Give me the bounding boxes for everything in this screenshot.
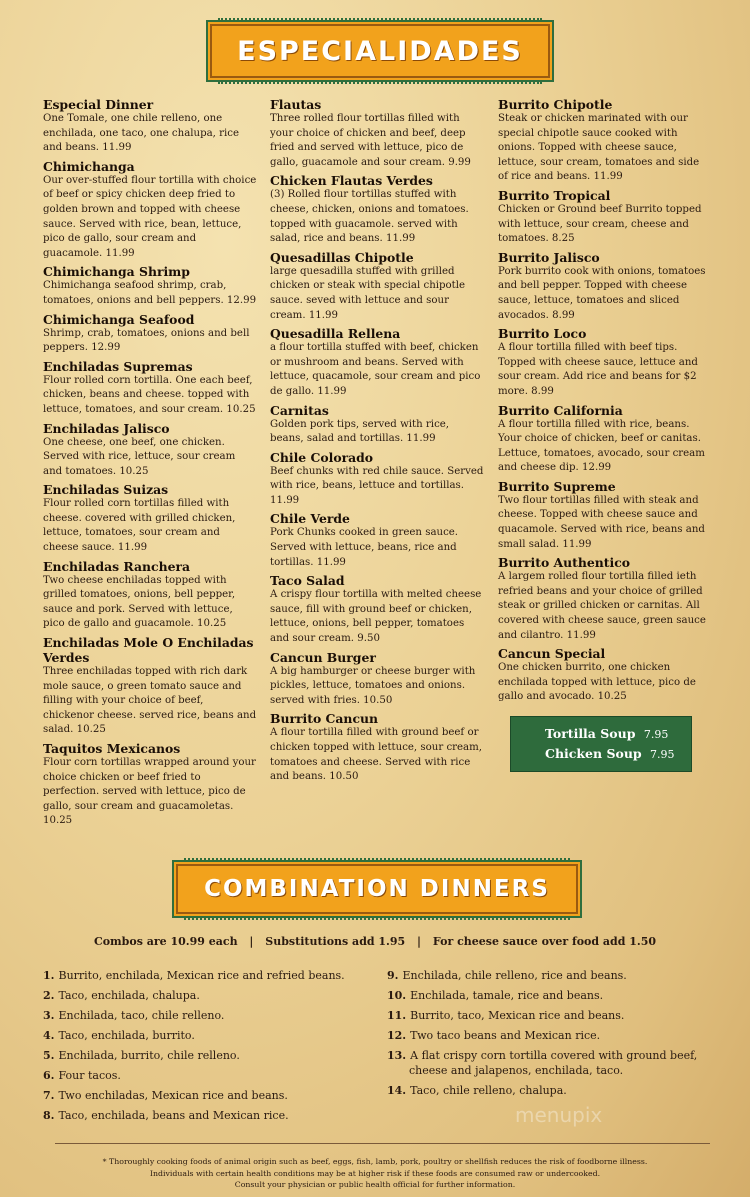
divider (55, 1143, 710, 1144)
menu-item (270, 173, 484, 246)
menu-item-description: Flour rolled corn tortilla. One each beef, chicken, beans and cheese. topped with lettuce, tomatoes, and sour cream. 10.25 (43, 374, 256, 415)
combo-list-left (43, 966, 373, 1126)
combo-text: Enchilada, chile relleno, rice and beans. (402, 969, 627, 982)
cheese-sauce-note: For cheese sauce over food add 1.50 (432, 935, 657, 948)
combo-number: 12. (387, 1029, 407, 1042)
menu-item (270, 450, 484, 509)
menu-item (270, 711, 484, 784)
separator: | (417, 935, 422, 948)
combo-item (387, 1026, 707, 1046)
menu-item-description: Two flour tortillas filled with steak and cheese. Topped with cheese sauce and quacamole. Served with rice, beans and small salad. 11.99 (498, 494, 705, 550)
menu-item (498, 188, 712, 247)
combo-number: 6. (43, 1069, 55, 1082)
menu-item (498, 326, 712, 399)
menu-item-name: Burrito Authentico (498, 555, 631, 571)
menu-item-description: One cheese, one beef, one chicken. Served with rice, lettuce, sour cream and tomatoes. 10.25 (43, 436, 236, 477)
soup-item (545, 724, 691, 744)
combo-item (43, 1026, 373, 1046)
menu-item (498, 479, 712, 552)
menu-item (270, 97, 484, 170)
combo-item (387, 986, 707, 1006)
combo-item (387, 966, 707, 986)
menu-item (270, 511, 484, 570)
disclaimer-line: Individuals with certain health conditions may be at higher risk if these foods are consumed raw or undercooked. (149, 1168, 601, 1178)
menu-item (498, 555, 712, 643)
combo-text: Two taco beans and Mexican rice. (410, 1029, 601, 1042)
menu-item (498, 97, 712, 185)
menu-item-description: Flour rolled corn tortillas filled with cheese. covered with grilled chicken, lettuce, tomatoes, sour cream and cheese sauce. 11.99 (43, 498, 236, 554)
combo-number: 3. (43, 1009, 55, 1022)
combo-item (43, 1086, 373, 1106)
menu-item-name: Enchiladas Jalisco (43, 420, 170, 436)
menu-item (43, 421, 257, 480)
combo-number: 7. (43, 1089, 55, 1102)
menu-item-description: Our over-stuffed flour tortilla with choice of beef or spicy chicken deep fried to golden brown and topped with cheese sauce. Served with rice, bean, lettuce, pico de gallo, sour cream and guacamole. 11.99 (43, 174, 257, 259)
combo-item (387, 1081, 707, 1101)
separator: | (249, 935, 254, 948)
combo-text: Taco, enchilada, chalupa. (58, 989, 200, 1002)
menu-item-description: One Tomale, one chile relleno, one enchilada, one taco, one chalupa, rice and beans. 11.99 (43, 113, 240, 154)
menu-item-name: Chicken Flautas Verdes (270, 173, 433, 189)
combo-text: Taco, chile relleno, chalupa. (410, 1084, 567, 1097)
menu-item-name: Burrito California (498, 402, 623, 418)
menu-item-description: Two cheese enchiladas topped with grilled tomatoes, onions, bell pepper, sauce and pork. Served with lettuce, pico de gallo and guacamole. 10.25 (43, 574, 236, 630)
menu-item-name: Enchiladas Mole O Enchiladas Verdes (43, 635, 254, 666)
menu-item-name: Flautas (270, 97, 322, 112)
menu-item-name: Quesadilla Rellena (270, 326, 401, 342)
menu-item-name: Enchiladas Supremas (43, 358, 193, 374)
menu-item-name: Chile Verde (270, 511, 350, 527)
soup-price: 7.95 (650, 748, 675, 761)
menu-item-name: Chimichanga Shrimp (43, 264, 190, 280)
menu-item (43, 741, 257, 829)
menu-item-name: Cancun Burger (270, 649, 376, 665)
menu-item-description: A crispy flour tortilla with melted cheese sauce, fill with ground beef or chicken, lettuce, onions, bell pepper, tomatoes and sour cream. 9.50 (270, 589, 482, 645)
menu-item-name: Especial Dinner (43, 97, 154, 112)
combo-text: Four tacos. (58, 1069, 121, 1082)
combo-text-continued: cheese and jalapenos, enchilada, taco. (409, 1064, 624, 1077)
menu-item-description: Pork burrito cook with onions, tomatoes and bell pepper. Topped with cheese sauce, lettuce, tomatoes and sliced avocados. 8.99 (498, 265, 706, 321)
combo-number: 5. (43, 1049, 55, 1062)
menu-column-3 (498, 97, 712, 708)
soup-box (510, 716, 692, 772)
menu-item (43, 559, 257, 632)
menu-item-name: Burrito Tropical (498, 187, 611, 203)
menu-item-description: A flour tortilla filled with beef tips. Topped with cheese sauce, lettuce and sour cream. Add rice and beans for $2 more. 8.99 (498, 342, 698, 397)
menu-item-description: Pork Chunks cooked in green sauce. Served with lettuce, beans, rice and tortillas. 11.99 (270, 527, 459, 568)
menu-item (43, 159, 257, 262)
combo-item (43, 1066, 373, 1086)
menu-item (43, 312, 257, 356)
menu-item-description: Chicken or Ground beef Burrito topped with lettuce, sour cream, cheese and tomatoes. 8.25 (498, 203, 702, 245)
disclaimer-line: Consult your physician or public health official for further information. (234, 1180, 516, 1189)
menu-item (270, 573, 484, 646)
menu-item-description: Steak or chicken marinated with our special chipotle sauce cooked with onions. Topped with cheese sauce, lettuce, sour cream, tomatoes and side of rice and beans. 11.99 (498, 113, 700, 183)
combo-text: A flat crispy corn tortilla covered with ground beef, (410, 1049, 698, 1062)
menu-item-description: (3) Rolled flour tortillas stuffed with cheese, chicken, onions and tomatoes. topped with guacamole. served with salad, rice and beans. 11.99 (270, 189, 469, 245)
combo-text: Taco, enchilada, burrito. (58, 1029, 195, 1042)
combo-text: Enchilada, burrito, chile relleno. (58, 1049, 240, 1062)
combo-price-note: Combos are 10.99 each (93, 935, 238, 948)
menu-item-description: Three enchiladas topped with rich dark mole sauce, o green tomato sauce and filling with your choice of beef, chickenor cheese. served rice, beans and salad. 10.25 (43, 666, 257, 736)
combo-item (387, 1046, 707, 1081)
combo-number: 11. (387, 1009, 407, 1022)
menu-item-description: Flour corn tortillas wrapped around your choice chicken or beef fried to perfection. served with lettuce, pico de gallo, sour cream and guacamoletas. 10.25 (43, 757, 256, 827)
menu-item (43, 264, 257, 308)
combo-text: Enchilada, tamale, rice and beans. (410, 989, 604, 1002)
combo-item (43, 1106, 373, 1126)
menu-item-name: Taquitos Mexicanos (43, 741, 181, 756)
soup-name: Tortilla Soup (545, 726, 636, 741)
substitution-note: Substitutions add 1.95 (265, 935, 406, 948)
menu-item (270, 250, 484, 323)
menu-column-1 (43, 97, 257, 832)
menu-item-name: Burrito Supreme (498, 478, 616, 494)
menu-item (43, 635, 257, 738)
combo-list-right (387, 966, 707, 1101)
menu-item (270, 326, 484, 399)
combo-item (43, 966, 373, 986)
menu-item-description: a flour tortilla stuffed with beef, chicken or mushroom and beans. Served with lettuce, quacamole, sour cream and pico de gallo. 11.99 (270, 342, 481, 397)
combo-text: Two enchiladas, Mexican rice and beans. (58, 1089, 288, 1102)
combo-text: Burrito, taco, Mexican rice and beans. (410, 1009, 625, 1022)
combo-number: 9. (387, 969, 399, 982)
soup-name: Chicken Soup (545, 746, 642, 761)
menu-item-name: Burrito Loco (498, 326, 587, 342)
menu-item (43, 359, 257, 418)
combo-text: Enchilada, taco, chile relleno. (58, 1009, 225, 1022)
menu-item-description: Chimichanga seafood shrimp, crab, tomatoes, onions and bell peppers. 12.99 (43, 280, 257, 306)
menu-column-2 (270, 97, 484, 788)
combo-item (43, 986, 373, 1006)
menu-item-description: A big hamburger or cheese burger with pickles, lettuce, tomatoes and onions. served with fries. 10.50 (270, 665, 476, 706)
menu-item-name: Burrito Jalisco (498, 249, 600, 265)
menu-item (43, 482, 257, 555)
disclaimer-line: * Thoroughly cooking foods of animal origin such as beef, eggs, fish, lamb, pork, poultry or shellfish reduces the risk of foodborne illness. (102, 1157, 648, 1166)
menu-item-description: Shrimp, crab, tomatoes, onions and bell peppers. 12.99 (43, 327, 250, 354)
menu-item-name: Enchiladas Ranchera (43, 558, 191, 574)
combo-number: 14. (387, 1084, 407, 1097)
menu-item (270, 403, 484, 447)
menu-item-description: A flour tortilla filled with ground beef or chicken topped with lettuce, sour cream, tomatoes and cheese. Served with rice and beans. 10.50 (270, 727, 483, 783)
combo-number: 2. (43, 989, 55, 1002)
menu-item-name: Burrito Chipotle (498, 97, 613, 112)
menu-item-description: large quesadilla stuffed with grilled chicken or steak with special chipotle sauce. seved with lettuce and sour cream. 11.99 (270, 265, 466, 321)
menu-item-name: Burrito Cancun (270, 711, 379, 727)
menu-item (43, 97, 257, 156)
combo-info-line (0, 935, 750, 948)
menu-item-description: A largem rolled flour tortilla filled ieth refried beans and your choice of grilled steak or grilled chicken or carnitas. All covered with cheese sauce, green sauce and cilantro. 11.99 (498, 571, 706, 641)
disclaimer (60, 1156, 690, 1191)
menu-item-name: Enchiladas Suizas (43, 482, 169, 498)
menu-item-name: Chimichanga Seafood (43, 311, 195, 327)
soup-item (545, 744, 691, 764)
menu-item-description: Three rolled flour tortillas filled with your choice of chicken and beef, deep fried and served with lettuce, pico de gallo, guacamole and sour cream. 9.99 (270, 113, 471, 168)
combo-number: 4. (43, 1029, 55, 1042)
combo-item (43, 1046, 373, 1066)
menu-item (498, 403, 712, 476)
menu-item-description: Beef chunks with red chile sauce. Served with rice, beans, lettuce and tortillas. 11.99 (270, 465, 484, 506)
combo-number: 8. (43, 1109, 55, 1122)
combination-banner (176, 864, 578, 914)
menu-item-description: A flour tortilla filled with rice, beans. Your choice of chicken, beef or canitas. Lettuce, tomatoes, avocado, sour cream and cheese dip. 12.99 (498, 418, 705, 474)
menu-item-name: Chimichanga (43, 158, 135, 174)
especialidades-banner (210, 24, 550, 78)
menu-item (498, 646, 712, 705)
combo-number: 1. (43, 969, 55, 982)
combo-item (43, 1006, 373, 1026)
combo-text: Taco, enchilada, beans and Mexican rice. (58, 1109, 289, 1122)
menu-item (498, 250, 712, 323)
menu-item-name: Cancun Special (498, 646, 606, 662)
menu-item-description: Golden pork tips, served with rice, beans, salad and tortillas. 11.99 (270, 418, 450, 445)
soup-price: 7.95 (643, 728, 669, 741)
menu-item-name: Carnitas (270, 402, 329, 418)
menu-item-name: Quesadillas Chipotle (270, 249, 414, 265)
combo-text: Burrito, enchilada, Mexican rice and refried beans. (58, 969, 345, 982)
menu-item-description: One chicken burrito, one chicken enchilada topped with lettuce, pico de gallo and avocado. 10.25 (498, 662, 696, 703)
especialidades-title: ESPECIALIDADES (237, 35, 523, 67)
combo-number: 10. (387, 989, 407, 1002)
combination-title: COMBINATION DINNERS (204, 876, 550, 902)
watermark: menupix (515, 1103, 603, 1127)
menu-item-name: Chile Colorado (270, 449, 374, 465)
combo-item (387, 1006, 707, 1026)
menu-item (270, 650, 484, 709)
combo-number: 13. (387, 1049, 407, 1062)
menu-item-name: Taco Salad (270, 573, 345, 589)
